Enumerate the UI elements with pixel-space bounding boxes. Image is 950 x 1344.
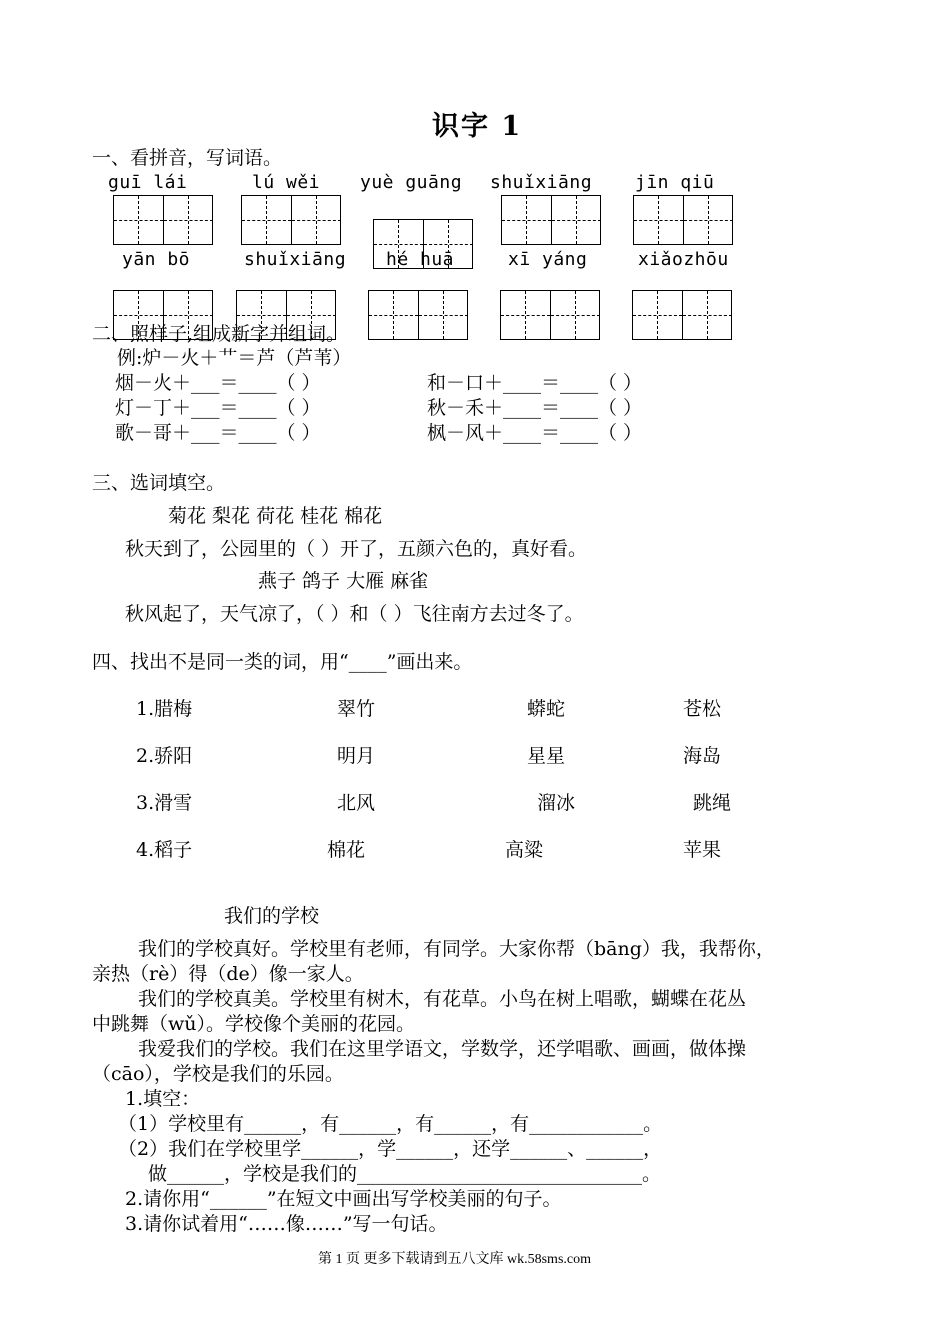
compose-item-5[interactable]: 秋－禾＋____＝____（ ） bbox=[427, 397, 643, 419]
word-item[interactable]: 跳绳 bbox=[693, 792, 732, 814]
passage-title: 我们的学校 bbox=[224, 905, 320, 927]
word-item[interactable]: 高粱 bbox=[505, 839, 544, 861]
fill-sentence-2[interactable]: 秋风起了，天气凉了，（ ）和（ ）飞往南方去过冬了。 bbox=[125, 603, 584, 625]
question-1-1[interactable]: （1）学校里有______，有______，有______，有____________。 bbox=[118, 1113, 663, 1135]
word-bank-birds: 燕子 鸽子 大雁 麻雀 bbox=[258, 570, 429, 592]
passage-p2-line1: 我们的学校真美。学校里有树木，有花草。小鸟在树上唱歌，蝴蝶在花丛 bbox=[138, 988, 747, 1010]
word-item[interactable]: 明月 bbox=[337, 745, 376, 767]
word-item[interactable]: 星星 bbox=[527, 745, 566, 767]
passage-p1-line1: 我们的学校真好。学校里有老师，有同学。大家你帮（bāng）我，我帮你， bbox=[138, 938, 775, 960]
word-item[interactable]: 3.滑雪 bbox=[136, 792, 193, 814]
word-item[interactable]: 北风 bbox=[337, 792, 376, 814]
compose-item-1[interactable]: 烟－火＋___＝____（ ） bbox=[115, 372, 321, 394]
pinyin-yue-guang: yuè guāng bbox=[360, 172, 463, 193]
writing-grid[interactable] bbox=[241, 195, 341, 245]
pinyin-he-hua: hé huā bbox=[386, 249, 455, 270]
word-item[interactable]: 溜冰 bbox=[537, 792, 576, 814]
pinyin-shuixiang-2: shuǐxiāng bbox=[244, 249, 347, 270]
question-1-2a[interactable]: （2）我们在学校里学______，学______，还学______、______， bbox=[118, 1138, 663, 1160]
section3-heading: 三、选词填空。 bbox=[92, 472, 226, 494]
word-item[interactable]: 苍松 bbox=[683, 698, 722, 720]
question-2[interactable]: 2.请你用“______”在短文中画出写学校美丽的句子。 bbox=[125, 1188, 562, 1210]
fill-sentence-1[interactable]: 秋天到了，公园里的（ ）开了，五颜六色的，真好看。 bbox=[125, 538, 588, 560]
pinyin-xiaozhou: xiǎozhōu bbox=[638, 249, 729, 270]
word-item[interactable]: 翠竹 bbox=[337, 698, 376, 720]
compose-item-4[interactable]: 和－口＋____＝____（ ） bbox=[427, 372, 643, 394]
word-item[interactable]: 蟒蛇 bbox=[527, 698, 566, 720]
page-footer: 第 1 页 更多下载请到五八文库 wk.58sms.com bbox=[318, 1252, 591, 1267]
pinyin-shuixiang-1: shuǐxiāng bbox=[490, 172, 593, 193]
page-title: 识字 1 bbox=[432, 111, 523, 142]
section1-heading: 一、看拼音，写词语。 bbox=[92, 147, 283, 169]
section4-heading: 四、找出不是同一类的词，用“____”画出来。 bbox=[92, 651, 473, 673]
writing-grid[interactable] bbox=[501, 195, 601, 245]
passage-p3-line2: （cāo），学校是我们的乐园。 bbox=[92, 1063, 344, 1085]
question-1: 1.填空： bbox=[125, 1088, 201, 1110]
compose-item-6[interactable]: 枫－风＋____＝____（ ） bbox=[427, 422, 643, 444]
pinyin-jin-qiu: jīn qiū bbox=[635, 172, 715, 193]
passage-p3-line1: 我爱我们的学校。我们在这里学语文，学数学，还学唱歌、画画，做体操 bbox=[138, 1038, 747, 1060]
word-item[interactable]: 苹果 bbox=[683, 839, 722, 861]
pinyin-xi-yang: xī yáng bbox=[508, 249, 588, 270]
word-item[interactable]: 2.骄阳 bbox=[136, 745, 193, 767]
question-3[interactable]: 3.请你试着用“……像……”写一句话。 bbox=[125, 1213, 448, 1235]
pinyin-gui-lai: guī lái bbox=[108, 172, 188, 193]
section2-heading: 二、照样子,组成新字并组词。 bbox=[92, 323, 346, 345]
writing-grid[interactable] bbox=[500, 290, 600, 340]
pinyin-yan-bo: yān bō bbox=[122, 249, 191, 270]
writing-grid[interactable] bbox=[633, 195, 733, 245]
word-item[interactable]: 海岛 bbox=[683, 745, 722, 767]
section2-example: 例:炉－火＋艹＝芦（芦苇） bbox=[117, 347, 352, 369]
word-item[interactable]: 棉花 bbox=[327, 839, 366, 861]
question-1-2b[interactable]: 做______，学校是我们的______________________________。 bbox=[148, 1163, 662, 1185]
passage-p2-line2: 中跳舞（wǔ）。学校像个美丽的花园。 bbox=[92, 1013, 416, 1035]
compose-item-2[interactable]: 灯－丁＋___＝____（ ） bbox=[115, 397, 321, 419]
compose-item-3[interactable]: 歌－哥＋___＝____（ ） bbox=[115, 422, 321, 444]
word-bank-flowers: 菊花 梨花 荷花 桂花 棉花 bbox=[168, 505, 383, 527]
writing-grid[interactable] bbox=[113, 195, 213, 245]
passage-p1-line2: 亲热（rè）得（de）像一家人。 bbox=[92, 963, 364, 985]
pinyin-lu-wei: lú wěi bbox=[252, 172, 321, 193]
writing-grid[interactable] bbox=[632, 290, 732, 340]
writing-grid[interactable] bbox=[368, 290, 468, 340]
word-item[interactable]: 1.腊梅 bbox=[136, 698, 193, 720]
word-item[interactable]: 4.稻子 bbox=[136, 839, 193, 861]
